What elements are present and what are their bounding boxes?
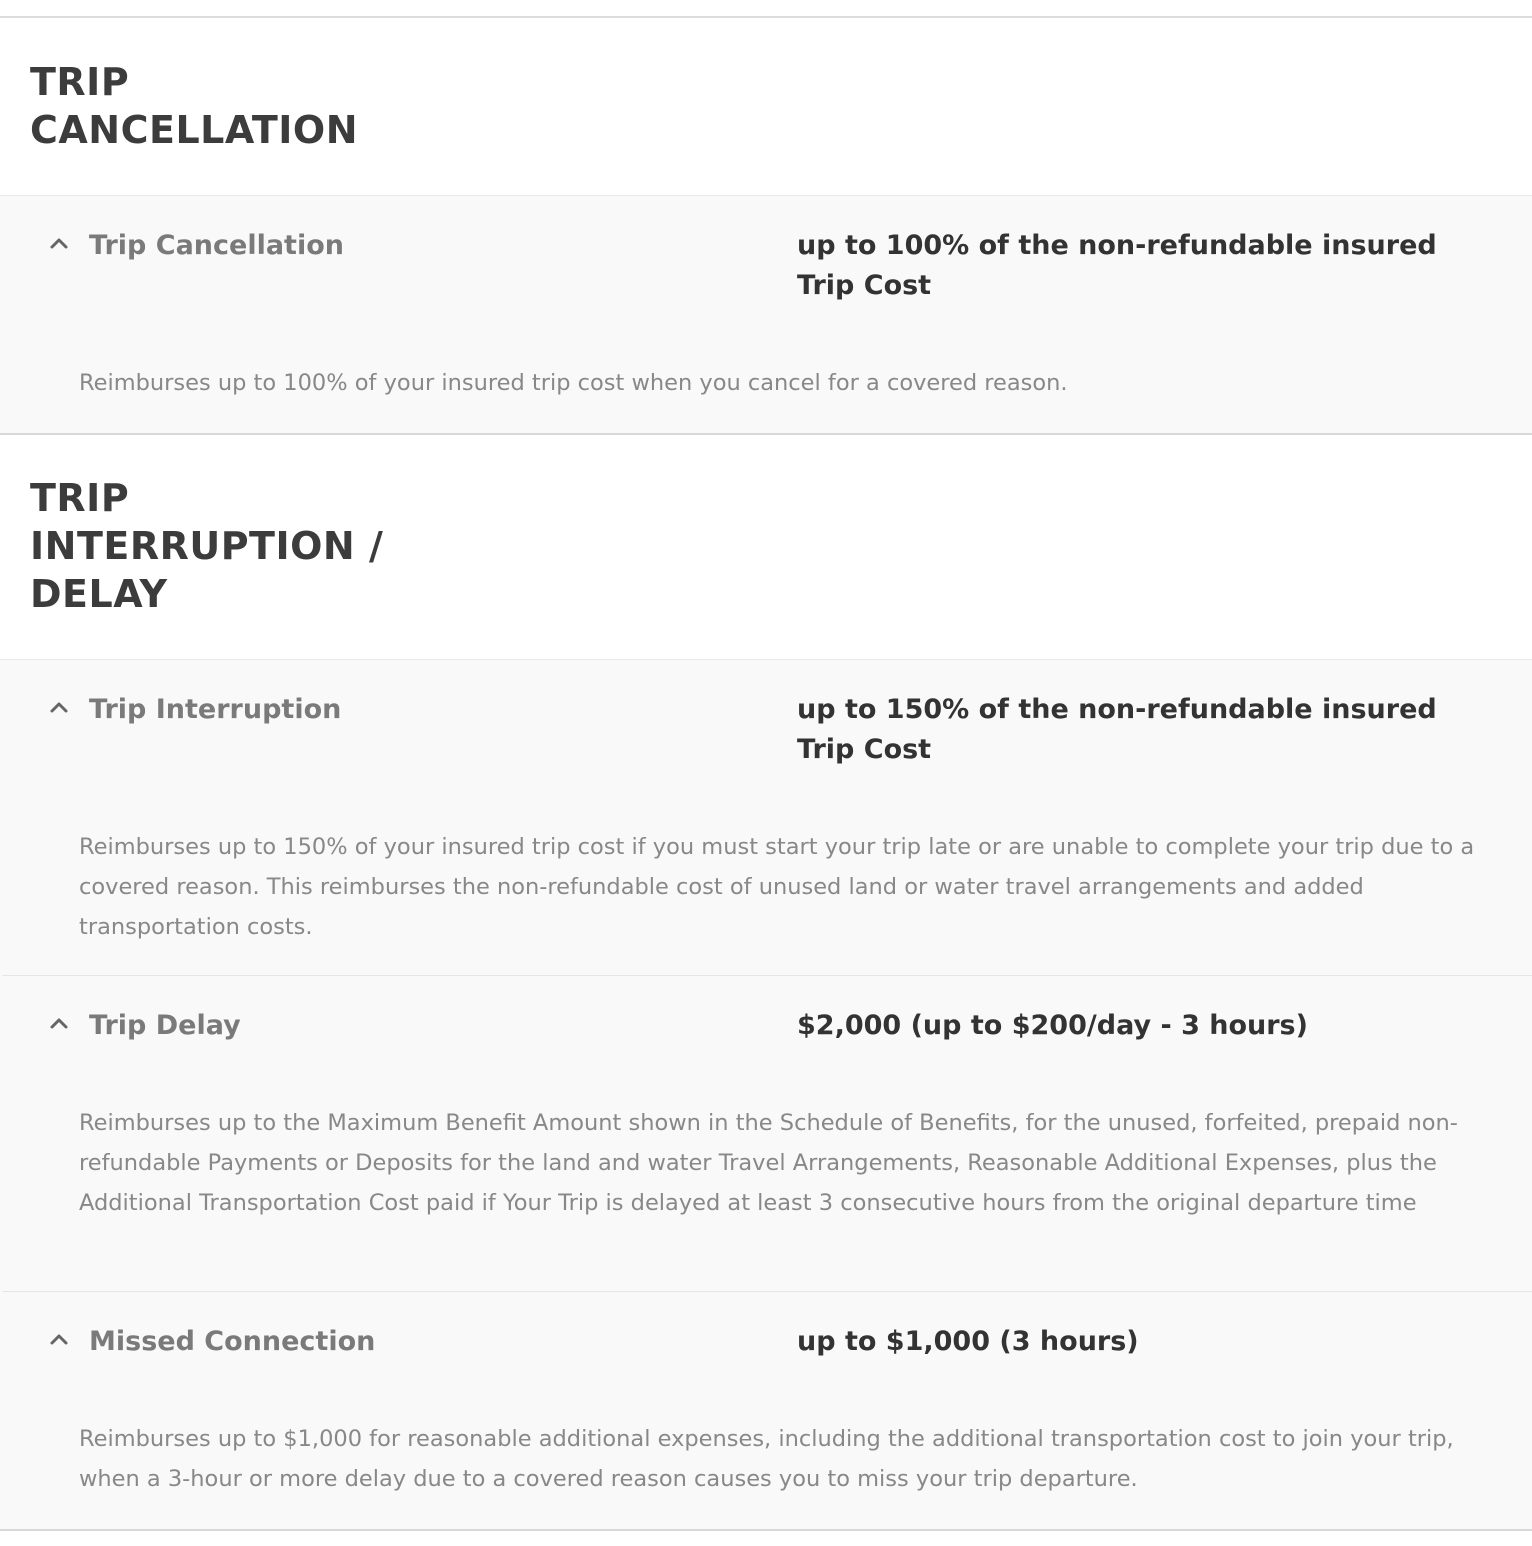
top-divider (0, 16, 1532, 18)
item-label[interactable]: Trip Cancellation (89, 230, 344, 261)
item-value: $2,000 (up to $200/day - 3 hours) (797, 1010, 1308, 1041)
chevron-up-icon[interactable] (48, 1328, 70, 1350)
coverage-panel-trip-interruption-delay (0, 659, 1532, 1531)
chevron-up-icon[interactable] (48, 1012, 70, 1034)
item-description: Reimburses up to the Maximum Benefit Amount shown in the Schedule of Benefits, for the unused, forfeited, prepaid non-refundable Payments or Deposits for the land and water Travel Arrangements, Reasonable Additional Expenses, plus the Additional Transportation Cost paid if Your Trip is delayed at least 3 consecutive hours from the original departure time (79, 1110, 1458, 1216)
chevron-up-icon[interactable] (48, 696, 70, 718)
item-label[interactable]: Missed Connection (89, 1326, 376, 1357)
item-description: Reimburses up to 100% of your insured trip cost when you cancel for a covered reason. (79, 370, 1068, 396)
item-divider (2, 1291, 1532, 1292)
item-value: up to $1,000 (3 hours) (797, 1326, 1139, 1357)
item-value: up to 100% of the non-refundable insured Trip Cost (797, 230, 1437, 301)
coverage-panel-trip-cancellation (0, 195, 1532, 435)
section-title-trip-cancellation: TRIP CANCELLATION (30, 60, 358, 152)
item-label[interactable]: Trip Delay (89, 1010, 241, 1041)
item-description: Reimburses up to 150% of your insured trip cost if you must start your trip late or are unable to complete your trip due to a covered reason. This reimburses the non-refundable cost of unused land or water travel arrangements and added transportation costs. (79, 834, 1475, 940)
section-title-trip-interruption-delay: TRIP INTERRUPTION / DELAY (30, 476, 384, 616)
item-description: Reimburses up to $1,000 for reasonable additional expenses, including the additional transportation cost to join your trip, when a 3-hour or more delay due to a covered reason causes you to miss your trip departure. (79, 1426, 1454, 1492)
item-label[interactable]: Trip Interruption (89, 694, 342, 725)
item-value: up to 150% of the non-refundable insured Trip Cost (797, 694, 1437, 765)
item-divider (2, 975, 1532, 976)
chevron-up-icon[interactable] (48, 232, 70, 254)
